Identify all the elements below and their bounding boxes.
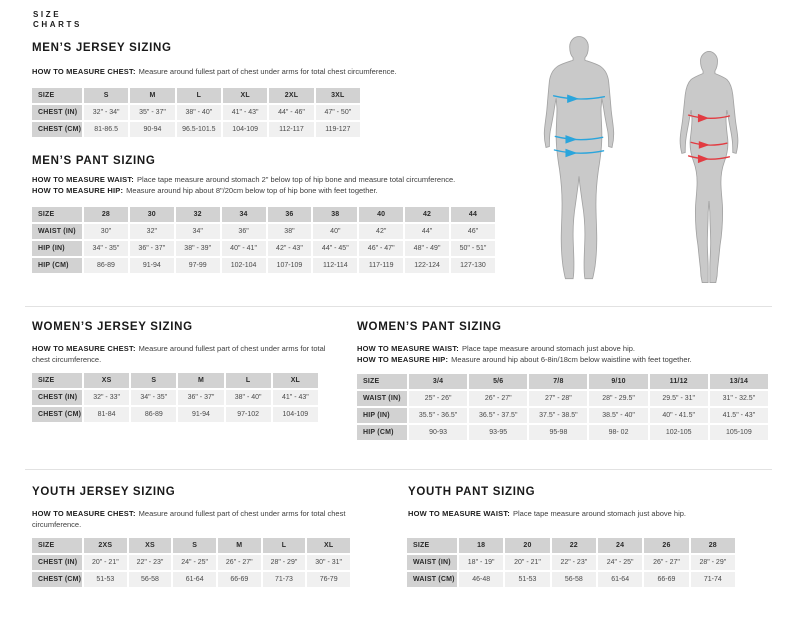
- size-value-cell: 122-124: [405, 258, 449, 273]
- size-column-header-cell: 38: [313, 207, 357, 222]
- size-column-corner-cell: SIZE: [32, 207, 82, 222]
- row-label-cell: HIP (IN): [32, 241, 82, 256]
- measure-label: HOW TO MEASURE HIP:: [32, 186, 124, 195]
- size-column-header-cell: 36: [268, 207, 312, 222]
- male-figure-illustration: [536, 34, 622, 288]
- size-table-row: [32, 105, 360, 120]
- size-value-cell: 41" - 43": [273, 390, 318, 405]
- size-value-cell: 44": [405, 224, 449, 239]
- size-column-corner-cell: SIZE: [357, 374, 407, 389]
- size-value-cell: 40": [313, 224, 357, 239]
- size-value-cell: 24" - 25": [598, 555, 642, 570]
- mens-pant-measure: [32, 174, 552, 196]
- size-column-header-cell: 32: [176, 207, 220, 222]
- size-table: [405, 536, 737, 589]
- size-value-cell: 35.5" - 36.5": [409, 408, 467, 423]
- size-column-corner-cell: SIZE: [32, 373, 82, 388]
- size-column-header-cell: 20: [505, 538, 549, 553]
- size-value-cell: 38": [268, 224, 312, 239]
- size-column-header-cell: 18: [459, 538, 503, 553]
- size-value-cell: 24" - 25": [173, 555, 216, 570]
- size-column-header-cell: 3XL: [316, 88, 360, 103]
- size-value-cell: 81-86.5: [84, 122, 128, 137]
- size-column-header-cell: XS: [84, 373, 129, 388]
- size-value-cell: 97-102: [226, 407, 271, 422]
- size-value-cell: 86-89: [84, 258, 128, 273]
- size-column-header-cell: 2XL: [269, 88, 313, 103]
- row-label-cell: WAIST (IN): [357, 391, 407, 406]
- size-table-header-row: [32, 207, 495, 222]
- size-value-cell: 91-94: [130, 258, 174, 273]
- womens-pant-title: WOMEN’S PANT SIZING: [357, 321, 502, 333]
- size-value-cell: 46": [451, 224, 495, 239]
- measure-line-waist: [357, 343, 787, 354]
- size-value-cell: 93-95: [469, 425, 527, 440]
- size-column-header-cell: 7/8: [529, 374, 587, 389]
- size-value-cell: 42" - 43": [268, 241, 312, 256]
- size-value-cell: 81-84: [84, 407, 129, 422]
- size-value-cell: 41" - 43": [223, 105, 267, 120]
- row-label-cell: HIP (CM): [32, 258, 82, 273]
- size-value-cell: 22" - 23": [129, 555, 172, 570]
- size-value-cell: 66-69: [218, 572, 261, 587]
- section-divider-bottom: [25, 469, 772, 470]
- size-value-cell: 27" - 28": [529, 391, 587, 406]
- size-table-row: [32, 258, 495, 273]
- size-column-header-cell: 26: [644, 538, 688, 553]
- mens-pant-size-table: [30, 205, 497, 275]
- size-column-corner-cell: SIZE: [32, 538, 82, 553]
- row-label-cell: CHEST (CM): [32, 122, 82, 137]
- size-value-cell: 40" - 41": [222, 241, 266, 256]
- womens-jersey-measure-chest: [32, 343, 332, 365]
- measure-label: HOW TO MEASURE CHEST:: [32, 509, 136, 518]
- size-value-cell: 71-73: [263, 572, 306, 587]
- size-column-header-cell: L: [226, 373, 271, 388]
- size-value-cell: 76-79: [307, 572, 350, 587]
- size-value-cell: 30": [84, 224, 128, 239]
- size-value-cell: 66-69: [644, 572, 688, 587]
- youth-pant-measure-waist: [408, 508, 778, 519]
- size-table: [355, 372, 770, 442]
- size-table-row: [407, 555, 735, 570]
- size-value-cell: 98- 02: [589, 425, 647, 440]
- size-column-header-cell: 11/12: [650, 374, 708, 389]
- size-table: [30, 205, 497, 275]
- measure-label: HOW TO MEASURE WAIST:: [32, 175, 134, 184]
- size-value-cell: 36" - 37": [178, 390, 223, 405]
- size-value-cell: 32" - 33": [84, 390, 129, 405]
- size-value-cell: 20" - 21": [84, 555, 127, 570]
- youth-jersey-measure-chest: [32, 508, 382, 530]
- female-body-silhouette: [680, 51, 738, 282]
- size-value-cell: 26" - 27": [218, 555, 261, 570]
- measure-label: HOW TO MEASURE CHEST:: [32, 67, 136, 76]
- male-body-silhouette: [544, 37, 613, 279]
- measure-text: Place tape measure around stomach 2" below top of hip bone and measure total circumference.: [136, 175, 456, 184]
- size-table-row: [32, 555, 350, 570]
- size-value-cell: 119-127: [316, 122, 360, 137]
- size-table-row: [407, 572, 735, 587]
- size-value-cell: 38" - 39": [176, 241, 220, 256]
- measure-text: Measure around fullest part of chest under arms for total chest circumference.: [32, 344, 326, 364]
- size-value-cell: 117-119: [359, 258, 403, 273]
- measure-label: HOW TO MEASURE WAIST:: [408, 509, 510, 518]
- size-value-cell: 105-109: [710, 425, 768, 440]
- size-column-header-cell: 13/14: [710, 374, 768, 389]
- logo-line-2: CHARTS: [33, 20, 82, 29]
- size-value-cell: 95-98: [529, 425, 587, 440]
- womens-pant-size-table: [355, 372, 770, 442]
- size-value-cell: 37.5" - 38.5": [529, 408, 587, 423]
- size-value-cell: 97-99: [176, 258, 220, 273]
- size-value-cell: 61-64: [598, 572, 642, 587]
- row-label-cell: CHEST (IN): [32, 105, 82, 120]
- size-value-cell: 51-53: [84, 572, 127, 587]
- size-value-cell: 102-105: [650, 425, 708, 440]
- measure-label: HOW TO MEASURE CHEST:: [32, 344, 136, 353]
- size-column-header-cell: XL: [273, 373, 318, 388]
- size-value-cell: 90-94: [130, 122, 174, 137]
- size-value-cell: 20" - 21": [505, 555, 549, 570]
- size-value-cell: 31" - 32.5": [710, 391, 768, 406]
- size-column-corner-cell: SIZE: [32, 88, 82, 103]
- size-value-cell: 29.5" - 31": [650, 391, 708, 406]
- row-label-cell: HIP (IN): [357, 408, 407, 423]
- size-value-cell: 34": [176, 224, 220, 239]
- measure-label: HOW TO MEASURE HIP:: [357, 355, 449, 364]
- measure-text: Place tape measure around stomach just above hip.: [512, 509, 687, 518]
- size-column-header-cell: 42: [405, 207, 449, 222]
- size-column-header-cell: 3/4: [409, 374, 467, 389]
- size-table: [30, 371, 320, 424]
- size-value-cell: 127-130: [451, 258, 495, 273]
- measure-line-hip: [357, 354, 787, 365]
- row-label-cell: CHEST (CM): [32, 572, 82, 587]
- size-column-header-cell: 40: [359, 207, 403, 222]
- size-table-header-row: [407, 538, 735, 553]
- size-value-cell: 36": [222, 224, 266, 239]
- womens-jersey-title: WOMEN’S JERSEY SIZING: [32, 321, 193, 333]
- size-value-cell: 38" - 40": [177, 105, 221, 120]
- size-table-row: [32, 241, 495, 256]
- size-value-cell: 38.5" - 40": [589, 408, 647, 423]
- size-column-header-cell: 9/10: [589, 374, 647, 389]
- size-charts-logo: [33, 10, 82, 30]
- size-value-cell: 47" - 50": [316, 105, 360, 120]
- youth-pant-size-table: [405, 536, 737, 589]
- size-column-header-cell: 34: [222, 207, 266, 222]
- size-column-header-cell: M: [130, 88, 174, 103]
- size-column-corner-cell: SIZE: [407, 538, 457, 553]
- row-label-cell: CHEST (IN): [32, 390, 82, 405]
- measure-text: Measure around hip about 8"/20cm below top of hip bone with feet together.: [126, 186, 378, 195]
- size-value-cell: 41.5" - 43": [710, 408, 768, 423]
- size-value-cell: 104-109: [223, 122, 267, 137]
- size-value-cell: 102-104: [222, 258, 266, 273]
- size-column-header-cell: XS: [129, 538, 172, 553]
- size-value-cell: 26" - 27": [644, 555, 688, 570]
- youth-jersey-title: YOUTH JERSEY SIZING: [32, 486, 176, 498]
- size-value-cell: 51-53: [505, 572, 549, 587]
- size-value-cell: 61-64: [173, 572, 216, 587]
- size-value-cell: 96.5-101.5: [177, 122, 221, 137]
- measure-label: HOW TO MEASURE WAIST:: [357, 344, 459, 353]
- size-value-cell: 112-117: [269, 122, 313, 137]
- size-value-cell: 18" - 19": [459, 555, 503, 570]
- size-value-cell: 35" - 37": [130, 105, 174, 120]
- size-table-header-row: [32, 373, 318, 388]
- row-label-cell: CHEST (CM): [32, 407, 82, 422]
- size-table-header-row: [32, 88, 360, 103]
- size-value-cell: 44" - 45": [313, 241, 357, 256]
- measure-line-waist: [32, 174, 552, 185]
- size-value-cell: 104-109: [273, 407, 318, 422]
- size-value-cell: 38" - 40": [226, 390, 271, 405]
- size-table-row: [357, 408, 768, 423]
- logo-line-1: SIZE: [33, 10, 62, 19]
- size-value-cell: 28" - 29": [691, 555, 735, 570]
- row-label-cell: WAIST (CM): [407, 572, 457, 587]
- size-column-header-cell: 30: [130, 207, 174, 222]
- size-table-row: [32, 122, 360, 137]
- size-value-cell: 48" - 49": [405, 241, 449, 256]
- size-table-row: [357, 391, 768, 406]
- size-column-header-cell: S: [173, 538, 216, 553]
- size-table-header-row: [357, 374, 768, 389]
- row-label-cell: WAIST (IN): [32, 224, 82, 239]
- female-figure-illustration: [670, 48, 748, 286]
- youth-pant-title: YOUTH PANT SIZING: [408, 486, 536, 498]
- size-value-cell: 56-58: [552, 572, 596, 587]
- size-value-cell: 30" - 31": [307, 555, 350, 570]
- measure-text: Measure around fullest part of chest under arms for total chest circumference.: [138, 67, 397, 76]
- size-value-cell: 40" - 41.5": [650, 408, 708, 423]
- size-value-cell: 90-93: [409, 425, 467, 440]
- size-table-row: [32, 224, 495, 239]
- size-column-header-cell: M: [178, 373, 223, 388]
- size-column-header-cell: S: [131, 373, 176, 388]
- measure-line-hip: [32, 185, 552, 196]
- size-value-cell: 46-48: [459, 572, 503, 587]
- size-value-cell: 107-109: [268, 258, 312, 273]
- mens-pant-title: MEN’S PANT SIZING: [32, 155, 156, 167]
- size-column-header-cell: S: [84, 88, 128, 103]
- measure-text: Measure around hip about 6-8in/18cm below waistline with feet together.: [451, 355, 692, 364]
- size-column-header-cell: L: [263, 538, 306, 553]
- size-value-cell: 26" - 27": [469, 391, 527, 406]
- size-value-cell: 28" - 29.5": [589, 391, 647, 406]
- size-value-cell: 112-114: [313, 258, 357, 273]
- size-value-cell: 34" - 35": [131, 390, 176, 405]
- mens-jersey-size-table: [30, 86, 362, 139]
- size-table-row: [357, 425, 768, 440]
- size-table-row: [32, 572, 350, 587]
- row-label-cell: HIP (CM): [357, 425, 407, 440]
- size-value-cell: 32": [130, 224, 174, 239]
- size-value-cell: 56-58: [129, 572, 172, 587]
- size-table-header-row: [32, 538, 350, 553]
- size-value-cell: 71-74: [691, 572, 735, 587]
- size-value-cell: 42": [359, 224, 403, 239]
- measure-text: Measure around fullest part of chest under arms for total chest circumference.: [32, 509, 346, 529]
- size-table-row: [32, 390, 318, 405]
- size-column-header-cell: 24: [598, 538, 642, 553]
- size-table: [30, 86, 362, 139]
- size-column-header-cell: 2XS: [84, 538, 127, 553]
- size-value-cell: 32" - 34": [84, 105, 128, 120]
- size-value-cell: 50" - 51": [451, 241, 495, 256]
- size-column-header-cell: L: [177, 88, 221, 103]
- size-value-cell: 28" - 29": [263, 555, 306, 570]
- size-value-cell: 44" - 46": [269, 105, 313, 120]
- youth-jersey-size-table: [30, 536, 352, 589]
- size-value-cell: 91-94: [178, 407, 223, 422]
- row-label-cell: CHEST (IN): [32, 555, 82, 570]
- size-value-cell: 22" - 23": [552, 555, 596, 570]
- size-column-header-cell: 28: [691, 538, 735, 553]
- size-table-row: [32, 407, 318, 422]
- womens-jersey-size-table: [30, 371, 320, 424]
- size-table: [30, 536, 352, 589]
- measure-text: Place tape measure around stomach just above hip.: [461, 344, 636, 353]
- mens-jersey-title: MEN’S JERSEY SIZING: [32, 42, 172, 54]
- size-column-header-cell: XL: [223, 88, 267, 103]
- size-column-header-cell: 28: [84, 207, 128, 222]
- size-value-cell: 36.5" - 37.5": [469, 408, 527, 423]
- size-column-header-cell: 22: [552, 538, 596, 553]
- row-label-cell: WAIST (IN): [407, 555, 457, 570]
- womens-pant-measure: [357, 343, 787, 365]
- size-value-cell: 46" - 47": [359, 241, 403, 256]
- size-value-cell: 86-89: [131, 407, 176, 422]
- size-column-header-cell: 44: [451, 207, 495, 222]
- size-column-header-cell: 5/6: [469, 374, 527, 389]
- mens-jersey-measure-chest: [32, 66, 502, 77]
- size-column-header-cell: XL: [307, 538, 350, 553]
- size-column-header-cell: M: [218, 538, 261, 553]
- size-value-cell: 36" - 37": [130, 241, 174, 256]
- size-value-cell: 25" - 26": [409, 391, 467, 406]
- section-divider-top: [25, 306, 772, 307]
- size-value-cell: 34" - 35": [84, 241, 128, 256]
